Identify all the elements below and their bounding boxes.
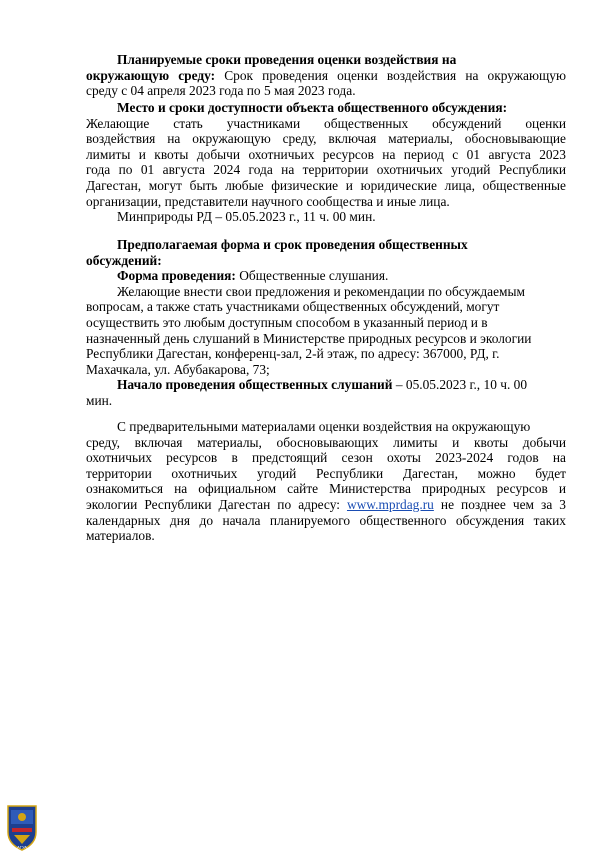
text-line: территории охотничьих угодий Республики Дагестан, можно будет	[86, 465, 566, 481]
text-line: среду с 04 апреля 2023 года по 5 мая 2023 года.	[86, 83, 356, 99]
section-place-and-access	[86, 100, 566, 225]
text-line: вопросам, а также стать участниками общественных обсуждений, могут	[86, 299, 500, 315]
text-line: Желающие внести свои предложения и рекомендации по обсуждаемым	[117, 283, 525, 299]
section-materials	[86, 419, 566, 544]
section-assessment-period	[86, 52, 566, 99]
text-line: мин.	[86, 392, 113, 408]
text-line: воздействия на окружающую среду, включая материалы, обосновывающие	[86, 131, 566, 147]
text-line: Форма проведения: Общественные слушания.	[117, 268, 389, 284]
website-link[interactable]: www.mprdag.ru	[346, 496, 434, 512]
text-line: экологии Республики Дагестан по адресу: www.mprdag.ru не позднее чем за 3	[86, 496, 566, 512]
text-line: осуществить это любым доступным способом в указанный период и в	[86, 314, 488, 330]
emblem-logo-icon	[5, 802, 39, 852]
section-form-and-timing	[86, 237, 566, 409]
text-line: Дагестан, могут быть любые физические и юридические лица, общественные	[86, 177, 566, 193]
section-heading: Предполагаемая форма и срок проведения общественных	[117, 237, 468, 252]
text-line: календарных дня до начала планируемого общественного обсуждения таких	[86, 512, 566, 528]
text-line: Минприроды РД – 05.05.2023 г., 11 ч. 00 мин.	[117, 209, 376, 225]
svg-text:АГУА: АГУА	[17, 844, 27, 850]
section-heading-cont: обсуждений:	[86, 252, 162, 268]
section-heading: Планируемые сроки проведения оценки воздействия на	[117, 52, 457, 67]
text-line: назначенный день слушаний в Министерстве природных ресурсов и экологии	[86, 330, 532, 346]
section-heading: Место и сроки доступности объекта общественного обсуждения:	[117, 100, 508, 115]
text-line: среду, включая материалы, обосновывающих лимиты и квоты добычи	[86, 434, 566, 450]
text-line: С предварительными материалами оценки воздействия на окружающую	[117, 419, 531, 434]
text-line: Махачкала, ул. Абубакарова, 73;	[86, 361, 270, 377]
text-line: материалов.	[86, 528, 155, 544]
text-line: Желающие стать участниками общественных обсуждений оценки	[86, 115, 566, 131]
text-line: Республики Дагестан, конференц-зал, 2-й этаж, по адресу: 367000, РД, г.	[86, 346, 500, 362]
text-line: организации, представители научного сообщества и иные лица.	[86, 193, 450, 209]
text-line: охотничьих ресурсов в предстоящий сезон охоты 2023-2024 годов на	[86, 450, 566, 466]
text-line: окружающую среду: Срок проведения оценки воздействия на окружающую	[86, 67, 566, 83]
text-line: Начало проведения общественных слушаний – 05.05.2023 г., 10 ч. 00	[117, 377, 528, 393]
text-line: ознакомиться на официальном сайте Министерства природных ресурсов и	[86, 481, 566, 497]
text-line: лимиты и квоты добычи охотничьих ресурсов на период с 01 августа 2023	[86, 146, 566, 162]
text-line: года по 01 августа 2024 года на территории охотничьих угодий Республики	[86, 162, 566, 178]
